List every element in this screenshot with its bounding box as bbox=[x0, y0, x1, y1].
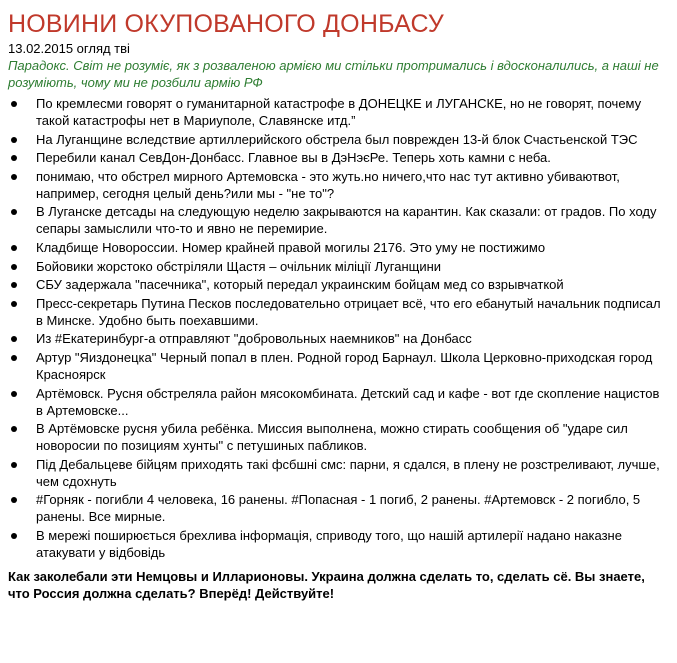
news-item-text: По кремлесми говорят о гуманитарной катастрофе в ДОНЕЦКЕ и ЛУГАНСКЕ, но не говорят, почему такой катастрофы нет в Мариуполе, Славянске итд.” bbox=[36, 96, 642, 128]
news-item-text: Перебили канал СевДон-Донбасс. Главное вы в ДэНэєРе. Теперь хоть камни с неба. bbox=[36, 150, 551, 166]
news-item bbox=[8, 491, 669, 525]
bullet-icon bbox=[11, 101, 17, 107]
news-item bbox=[8, 276, 669, 293]
bullet-icon bbox=[11, 533, 17, 539]
news-item-text: #Горняк - погибли 4 человека, 16 ранены. #Попасная - 1 погиб, 2 ранены. #Артемовск - 2 погибло, 5 ранены. Все мирные. bbox=[36, 492, 641, 525]
bullet-icon bbox=[11, 462, 17, 468]
news-item-text: Бойовики жорстоко обстріляли Щастя – очільник міліції Луганщини bbox=[36, 258, 442, 274]
news-item bbox=[8, 456, 669, 490]
news-list bbox=[8, 95, 669, 561]
news-item bbox=[8, 131, 669, 148]
closing-text: Как заколебали эти Немцовы и Илларионовы. Украина должна сделать то, сделать сё. Вы знаете, что Россия должна сделать? Вперёд! Действуйте! bbox=[8, 568, 645, 601]
date-line: 13.02.2015 огляд тві bbox=[8, 41, 130, 56]
news-item-text: Артёмовск. Русня обстреляла район мясокомбината. Детский сад и кафе - вот где скопление нацистов в Артемовске... bbox=[36, 385, 660, 418]
news-item bbox=[8, 203, 669, 237]
news-item bbox=[8, 349, 669, 383]
news-item bbox=[8, 168, 669, 202]
news-item bbox=[8, 420, 669, 454]
bullet-icon bbox=[11, 301, 17, 307]
news-item bbox=[8, 527, 669, 561]
news-item-text: Під Дебальцеве бійцям приходять такі фсбшні смс: парни, я сдался, в плену не розстреливают, лучше, чем сдохнуть bbox=[36, 456, 660, 489]
bullet-icon bbox=[11, 282, 17, 288]
news-item-text: В мережі поширюється брехлива інформація, сприводу того, що нашій артилерії надано наказне атакувати у відбовідь bbox=[36, 527, 622, 560]
news-item bbox=[8, 295, 669, 329]
news-item bbox=[8, 149, 669, 166]
bullet-icon bbox=[11, 174, 17, 180]
bullet-icon bbox=[11, 426, 17, 432]
news-item-text: В Артёмовске русня убила ребёнка. Миссия выполнена, можно стирать сообщения об "ударе сил новоросии по позициям хунты" с петушиных пабликов. bbox=[36, 421, 628, 454]
news-item-text: На Луганщине вследствие артиллерийского обстрела был поврежден 13-й блок Счастьенской ТЭС bbox=[36, 131, 638, 147]
news-item-text: понимаю, что обстрел мирного Артемовска - это жуть.но ничего,что нас тут активно убиваютвот, например, сегодня целый день?или мы - "не то"? bbox=[36, 168, 620, 201]
news-item bbox=[8, 258, 669, 275]
news-item bbox=[8, 385, 669, 419]
bullet-icon bbox=[11, 355, 17, 361]
intro-text: Парадокс. Світ не розуміє, як з розваленою армією ми стільки протримались і вдосконалились, а наші не розуміють, чому ми не розбили армію РФ bbox=[8, 58, 659, 90]
bullet-icon bbox=[11, 391, 17, 397]
news-item bbox=[8, 95, 669, 129]
bullet-icon bbox=[11, 209, 17, 215]
news-item-text: Из #Екатеринбург-а отправляют "добровольных наемников" на Донбасс bbox=[36, 331, 472, 347]
news-item-text: СБУ задержала "пасечника", который передал украинским бойцам мед со взрывчаткой bbox=[36, 277, 564, 293]
news-item-text: Кладбище Новороссии. Номер крайней правой могилы 2176. Это уму не постижимо bbox=[36, 239, 546, 255]
bullet-icon bbox=[11, 245, 17, 251]
bullet-icon bbox=[11, 264, 17, 270]
bullet-icon bbox=[11, 497, 17, 503]
bullet-icon bbox=[11, 155, 17, 161]
news-item-text: В Луганске детсады на следующую неделю закрываются на карантин. Как сказали: от градов. По ходу сепары замыслили что-то и явно не перемирие. bbox=[36, 204, 657, 237]
news-item-text: Пресс-секретарь Путина Песков последовательно отрицает всё, что его ебанутый начальник подписал в Минске. Удобно быть поехавшими. bbox=[36, 295, 661, 328]
news-item bbox=[8, 239, 669, 256]
bullet-icon bbox=[11, 137, 17, 143]
page-title: НОВИНИ ОКУПОВАНОГО ДОНБАСУ bbox=[8, 10, 444, 38]
bullet-icon bbox=[11, 336, 17, 342]
news-item bbox=[8, 330, 669, 347]
news-item-text: Артур "Яиздонецка" Черный попал в плен. Родной город Барнаул. Школа Церковно-приходская город Красноярск bbox=[36, 349, 653, 382]
